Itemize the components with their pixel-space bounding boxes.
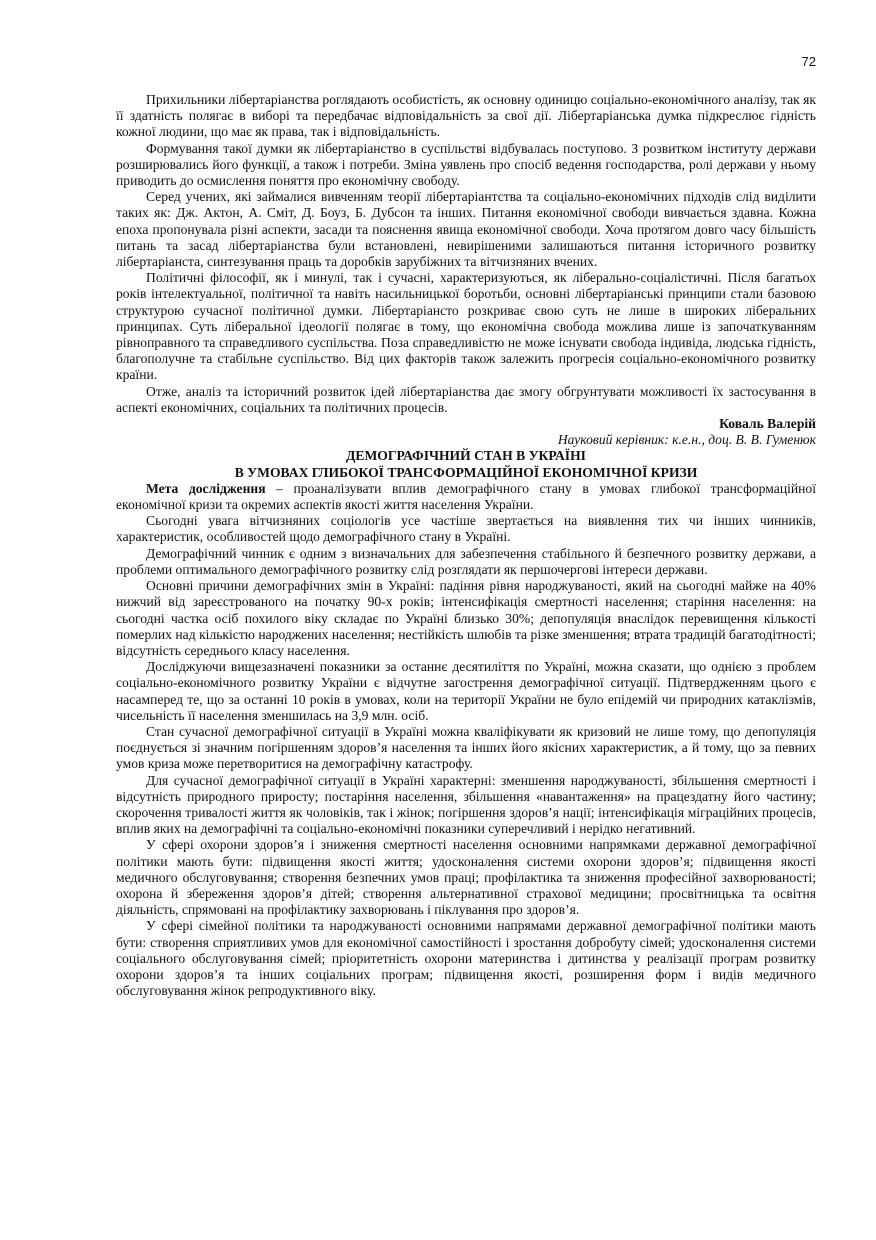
paragraph: Стан сучасної демографічної ситуації в Україні можна кваліфікувати як кризовий не лише тому, що депопуляція поєднується зі значним погіршенням здоров’я населення та інших його якісних характеристик, а й тому, що за певних умов криза може перетворитися на демографічну катастрофу. xyxy=(116,723,816,772)
paragraph: У сфері охорони здоров’я і зниження смертності населення основними напрямками державної демографічної політики мають бути: підвищення якості життя; удосконалення системи охорони здоров’я; підвищення якості медичного обслуговування; створення безпечних умов праці; профілактика та зниження професійної захворюваності; охорона й збереження здоров’я дітей; створення альтернативної страхової медицини; просвітницька та освітня діяльність, спрямовані на профілактику захворювань і піклування про здоров’я. xyxy=(116,837,816,918)
document-body xyxy=(116,92,816,999)
paragraph: Серед учених, які займалися вивченням теорії лібертаріантства та соціально-економічних підходів слід виділити таких як: Дж. Актон, А. Сміт, Д. Боуз, Б. Дубсон та інших. Питання економічної свободи вивчається здавна. Кожна епоха пропонувала різні аспекти, засади та пояснення явища економічної свободи. Хоча протягом довго часу більшість питань та засад лібертаріанства були встановлені, невирішеними залишаються питання історичного розвитку лібертаріанста, синтезування праць та доробків зарубіжних та вітчизняних вчених. xyxy=(116,189,816,270)
page-number: 72 xyxy=(801,54,816,69)
paragraph: Основні причини демографічних змін в Україні: падіння рівня народжуваності, який на сьогодні майже на 40% нижчий від зареєстрованого на початку 90-х років; інтенсифікація смертності населення; старіння населення: на сьогодні частка осіб похилого віку складає по Україні близько 30%; депопуляція внаслідок перевищення кількості померлих над кількістю народжених населення; нестійкість шлюбів та різке зменшення; втрата традицій багатодітності; відсутність середнього класу населення. xyxy=(116,578,816,658)
lead-text: – проаналізувати вплив демографічного стану в умовах глибокої трансформаційної економічної кризи та окремих аспектів якості життя населення України. xyxy=(116,480,816,513)
title-line-1: ДЕМОГРАФІЧНИЙ СТАН В УКРАЇНІ xyxy=(346,448,586,464)
paragraph: У сфері сімейної політики та народжуваності основними напрямами державної демографічної політики мають бути: створення сприятливих умов для економічної самостійності і зростання добробуту сімей; удосконалення системи соціального обслуговування сімей; пріоритетність охорони материнства і дитинства у реалізації програм розвитку охорони здоров’я та інших соціальних програм; підвищення якості, розширення форм і видів медичного обслуговування жінок репродуктивного віку. xyxy=(116,918,816,999)
author-name: Коваль Валерій xyxy=(719,416,816,432)
paragraph: Прихильники лібертаріанства роглядають особистість, як основну одиницю соціально-економічного аналізу, так як її здатність полягає в виборі та передбачає відповідальність за свої дії. Лібертаріанська думка підкреслює гідність кожної людини, що має як права, так і відповідальність. xyxy=(116,92,816,140)
lead-paragraph xyxy=(116,481,816,513)
paragraph: Досліджуючи вищезазначені показники за останнє десятиліття по Україні, можна сказати, що однією з проблем соціально-економічного розвитку України є відчутне загострення демографічної ситуації. Підтвердженням цього є насамперед те, що за останні 10 років в умовах, коли на території України не було епідемій чи природних катаклізмів, чисельність її населення зменшилась на 3,9 млн. осіб. xyxy=(116,659,816,723)
title-line-2: В УМОВАХ ГЛИБОКОЇ ТРАНСФОРМАЦІЙНОЇ ЕКОНОМІЧНОЇ КРИЗИ xyxy=(234,464,698,480)
advisor-line: Науковий керівник: к.е.н., доц. В. В. Гуменюк xyxy=(557,432,816,448)
paragraph: Для сучасної демографічної ситуації в Україні характерні: зменшення народжуваності, збільшення смертності і відсутність природного приросту; постаріння населення, збільшення «навантаження» на працездатну його частину; скорочення тривалості життя як чоловіків, так і жінок; погіршення здоров’я нації; інтенсифікація міграційних процесів, вплив яких на демографічні та соціально-економічні показники суперечливий і нерідко негативний. xyxy=(116,772,816,837)
paragraph: Політичні філософії, як і минулі, так і сучасні, характеризуються, як ліберально-соціалістичні. Після багатьох років інтелектуальної, політичної та навіть насильницької боротьби, основні лібертаріанські принципи стали базовою структурою сучасної політичної думки. Лібертаріансто розкриває свою суть не лише в широких ліберальних принципах. Суть ліберальної ідеології полягає в тому, що економічна свобода можлива лише із започаткуванням рівноправного та справедливого суспільства. Поза справедливістю не може існувати свобода індивіда, людська гідність, благополучне та стабільне суспільство. Від цих факторів також залежить прогресія соціально-економічного розвитку країни. xyxy=(116,270,816,383)
paragraph: Формування такої думки як лібертаріанство в суспільстві відбувалась поступово. З розвитком інституту держави розширювались його функції, а також і потреби. Зміна уявлень про спосіб ведення господарства, ролі держави у ньому приводить до осмислення поняття про економічну свободу. xyxy=(116,140,816,189)
article-title xyxy=(116,448,816,480)
paragraph: Демографічний чинник є одним з визначальних для забезпечення стабільного й безпечного розвитку держави, а проблеми оптимального демографічного розвитку слід розглядати як першочергові інтереси держави. xyxy=(116,545,816,577)
paragraph: Сьогодні увага вітчизняних соціологів усе частіше звертається на виявлення тих чи інших чинників, характеристик, особливостей щодо демографічного стану в Україні. xyxy=(116,513,816,545)
lead-label: Мета дослідження xyxy=(146,480,266,496)
paragraph: Отже, аналіз та історичний розвиток ідей лібертаріанства дає змогу обгрунтувати можливості їх застосування в аспекті економічних, соціальних та політичних процесів. xyxy=(116,383,816,415)
